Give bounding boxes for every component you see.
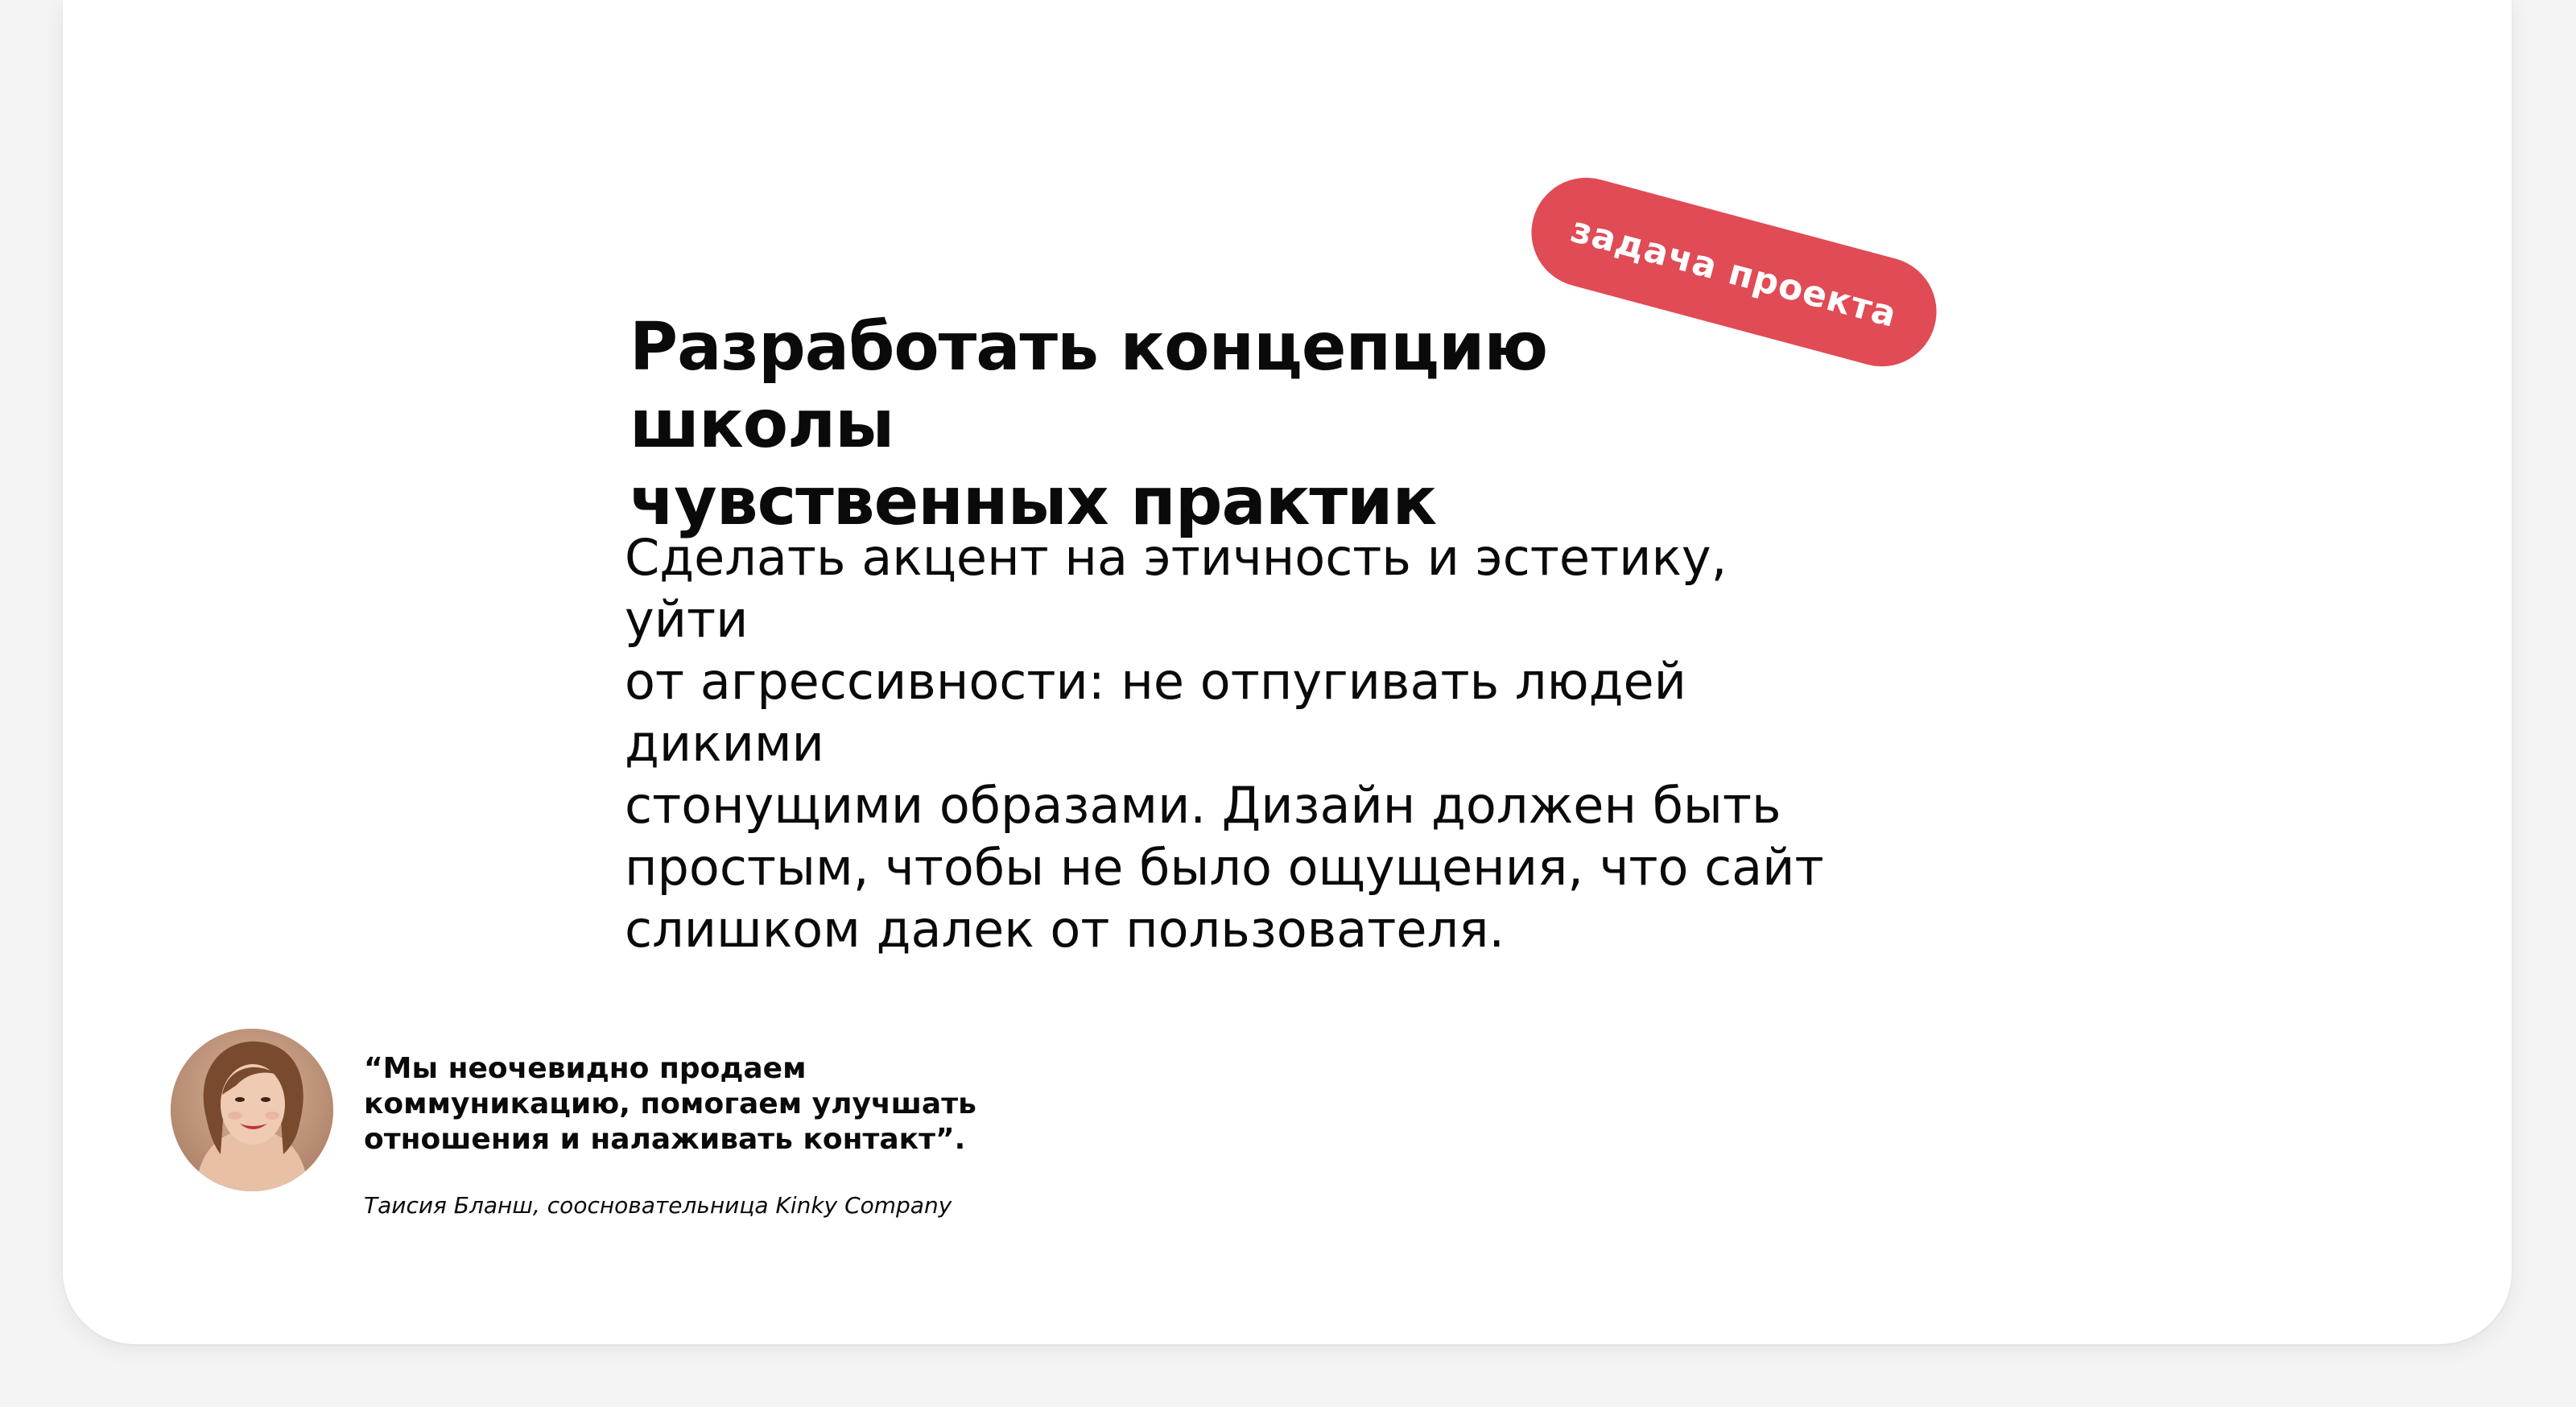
description-line-5: слишком далек от пользователя. bbox=[625, 900, 1505, 959]
description-line-1: Сделать акцент на этичность и эстетику, уйти bbox=[625, 528, 1728, 649]
woman-portrait-icon bbox=[171, 1029, 333, 1191]
description-line-4: простым, чтобы не было ощущения, что сайт bbox=[625, 838, 1824, 897]
quote-line-1: “Мы неочевидно продаем bbox=[364, 1052, 807, 1085]
quote-line-2: коммуникацию, помогаем улучшать bbox=[364, 1087, 976, 1120]
headline-line-1: Разработать концепцию школы bbox=[630, 309, 1548, 463]
description-line-3: стонущими образами. Дизайн должен быть bbox=[625, 776, 1781, 835]
headline-line-2: чувственных практик bbox=[630, 464, 1437, 540]
testimonial-quote bbox=[364, 1051, 1024, 1157]
project-headline bbox=[630, 309, 1821, 541]
project-description bbox=[625, 526, 1848, 960]
description-line-2: от агрессивности: не отпугивать людей дикими bbox=[625, 652, 1686, 773]
project-task-badge-label: задача проекта bbox=[1567, 208, 1901, 336]
testimonial-author: Таисия Бланш, соосновательница Kinky Company bbox=[364, 1192, 952, 1219]
author-avatar bbox=[171, 1029, 333, 1191]
quote-line-3: отношения и налаживать контакт”. bbox=[364, 1123, 966, 1156]
